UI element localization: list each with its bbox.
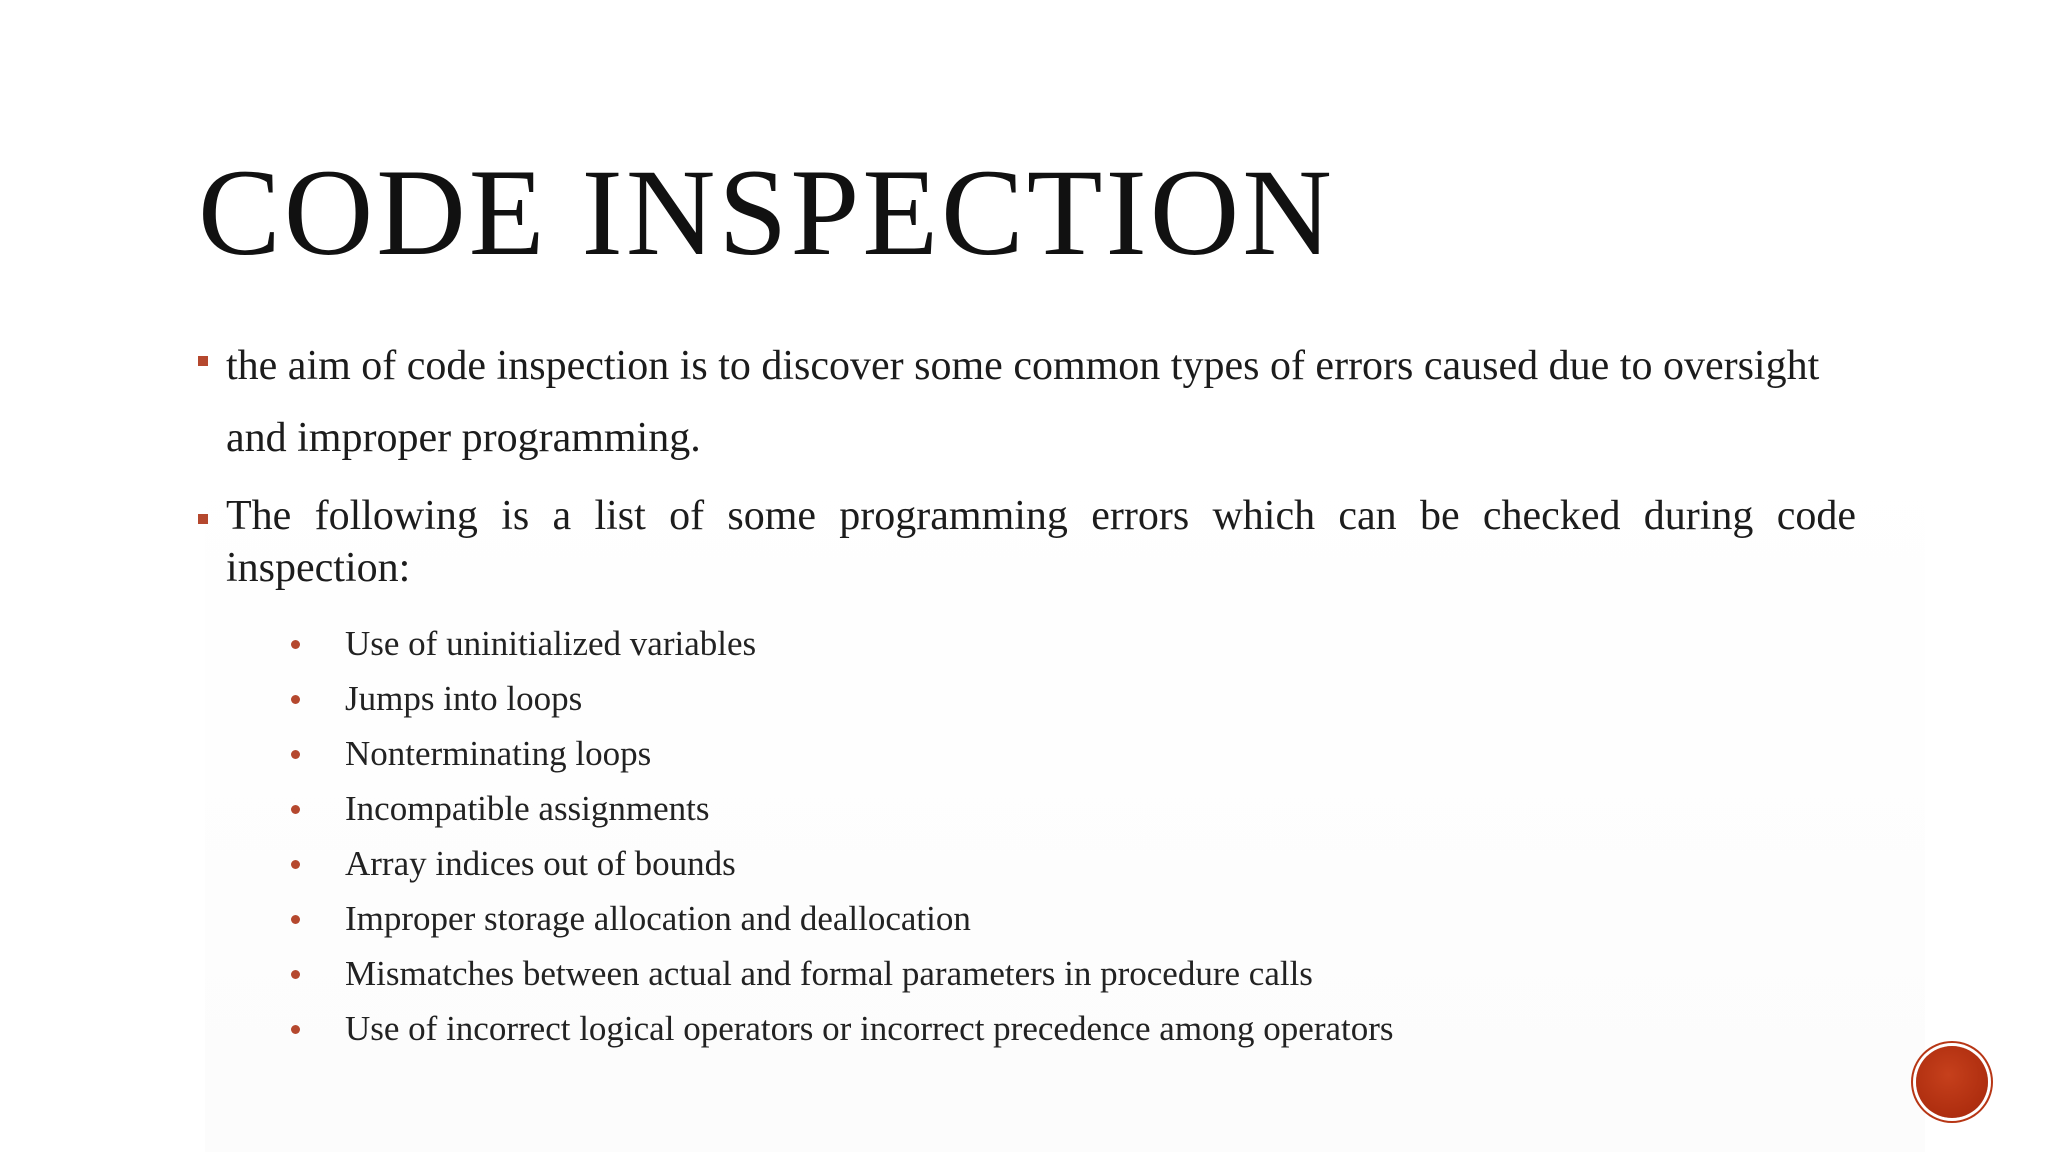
dot-bullet-icon [291,915,300,924]
dot-bullet-icon [291,970,300,979]
list-item-label: Use of uninitialized variables [345,624,757,663]
list-item-label: Array indices out of bounds [345,844,736,883]
list-item-label: Jumps into loops [345,679,583,718]
dot-bullet-icon [291,860,300,869]
list-item-label: Improper storage allocation and deallocation [345,899,971,938]
dot-bullet-icon [291,750,300,759]
list-item-label: Mismatches between actual and formal parameters in procedure calls [345,954,1313,993]
dot-bullet-icon [291,805,300,814]
dot-bullet-icon [291,640,300,649]
square-bullet-icon [198,514,208,524]
bullet-text: The following is a list of some programming errors which can be checked during code inspection: [226,493,1856,591]
slide-nav-button[interactable] [1916,1046,1988,1118]
dot-bullet-icon [291,1025,300,1034]
slide-title: CODE INSPECTION [198,144,1335,281]
bullet-text: the aim of code inspection is to discover some common types of errors caused due to oversight and improper programming. [226,343,1820,461]
dot-bullet-icon [291,695,300,704]
square-bullet-icon [198,356,208,366]
list-item-label: Use of incorrect logical operators or incorrect precedence among operators [345,1009,1394,1048]
list-item-label: Incompatible assignments [345,789,710,828]
list-item-label: Nonterminating loops [345,734,652,773]
